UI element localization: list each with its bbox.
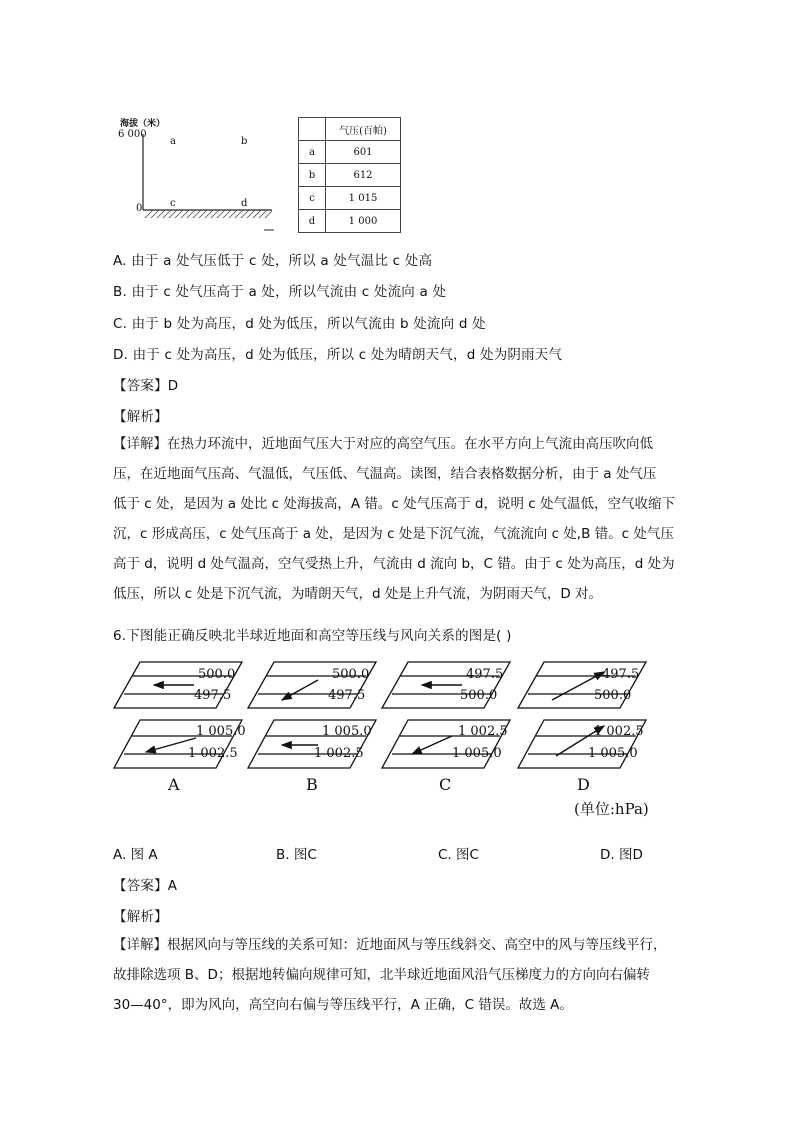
y-top-label: 6 000: [118, 129, 147, 140]
isobar-label: 1 002.5: [458, 724, 508, 739]
isobar-label: 1 002.5: [314, 746, 364, 761]
table-cell-key: c: [299, 187, 326, 210]
isobar-label: 1 002.5: [188, 746, 238, 761]
q5-detail-line: 【详解】在热力环流中，近地面气压大于对应的高空气压。在水平方向上气流由高压吹向低: [113, 436, 653, 452]
q6-option-a: A. 图 A: [113, 847, 158, 863]
q5-detail-line: 沉，c 形成高压，c 处气压高于 a 处，是因为 c 处是下沉气流，气流流向 c 处,B 错。c 处气压: [113, 526, 674, 542]
table-header: 气压(百帕): [326, 118, 401, 141]
unit-label: (单位:hPa): [574, 800, 649, 818]
point-d-label: d: [241, 198, 248, 209]
q5-detail: [113, 429, 683, 609]
isobar-label: 1 005.0: [196, 724, 246, 739]
isobar-label: 497.5: [328, 688, 366, 703]
isobar-label: 500.0: [332, 667, 370, 682]
table-cell-key: d: [299, 210, 326, 233]
isobar-label: 497.5: [194, 688, 232, 703]
isobar-label: 1 005.0: [452, 746, 502, 761]
table-cell-key: b: [299, 164, 326, 187]
q5-answer: 【答案】D: [113, 378, 179, 394]
altitude-figure: [112, 112, 282, 234]
panel-label-d: D: [577, 775, 590, 794]
q5-option-d: D. 由于 c 处为高压，d 处为低压，所以 c 处为晴朗天气，d 处为阴雨天气: [113, 347, 563, 363]
table-cell-value: 1 015: [326, 187, 401, 210]
q5-option-c: C. 由于 b 处为高压，d 处为低压，所以气流由 b 处流向 d 处: [113, 316, 486, 332]
isobar-label: 500.0: [198, 667, 236, 682]
y-zero-label: 0: [136, 203, 143, 214]
table-cell-value: 612: [326, 164, 401, 187]
q6-option-c: C. 图C: [438, 847, 479, 863]
table-corner: [299, 118, 326, 141]
q6-stem: 6.下图能正确反映北半球近地面和高空等压线与风向关系的图是( ): [113, 628, 512, 644]
q5-detail-line: 低于 c 处，是因为 a 处比 c 处海拔高，A 错。c 处气压高于 d，说明 c 处气温低，空气收缩下: [113, 496, 675, 512]
table-cell-value: 1 000: [326, 210, 401, 233]
q5-option-b: B. 由于 c 处气压高于 a 处，所以气流由 c 处流向 a 处: [113, 284, 447, 300]
isobar-figure: [112, 656, 672, 826]
panel-label-b: B: [306, 775, 318, 794]
isobar-label: 500.0: [460, 688, 498, 703]
q5-detail-line: 低压，所以 c 处是下沉气流，为晴朗天气，d 处是上升气流，为阴雨天气，D 对。: [113, 586, 603, 602]
q5-option-a: A. 由于 a 处气压低于 c 处，所以 a 处气温比 c 处高: [113, 253, 433, 269]
q6-option-b: B. 图C: [276, 847, 317, 863]
q6-detail-line: 【详解】根据风向与等压线的关系可知：近地面风与等压线斜交、高空中的风与等压线平行，: [113, 937, 667, 953]
isobar-label: 1 005.0: [322, 724, 372, 739]
point-b-label: b: [241, 136, 248, 147]
q5-detail-line: 高于 d，说明 d 处气温高，空气受热上升，气流由 d 流向 b，C 错。由于 c 处为高压，d 处为: [113, 556, 675, 572]
panel-label-a: A: [168, 775, 180, 794]
q6-detail-line: 30—40°，即为风向，高空向右偏与等压线平行，A 正确，C 错误。故选 A。: [113, 997, 573, 1013]
q5-analysis-label: 【解析】: [113, 409, 168, 425]
table-row: [299, 187, 401, 210]
pressure-table: [298, 117, 401, 233]
table-cell-key: a: [299, 141, 326, 164]
isobar-label: 1 002.5: [594, 724, 644, 739]
q6-analysis-label: 【解析】: [113, 909, 168, 925]
y-axis-title: 海拔（米）: [120, 119, 166, 129]
point-c-label: c: [170, 198, 176, 209]
point-a-label: a: [170, 136, 176, 147]
q6-option-d: D. 图D: [600, 847, 643, 863]
table-row: [299, 141, 401, 164]
isobar-label: 497.5: [466, 667, 504, 682]
isobar-label: 497.5: [602, 667, 640, 682]
table-cell-value: 601: [326, 141, 401, 164]
table-row: [299, 164, 401, 187]
q5-detail-line: 压，在近地面气压高、气温低，气压低、气温高。读图，结合表格数据分析，由于 a 处气压: [113, 466, 657, 482]
q6-answer: 【答案】A: [113, 878, 178, 894]
panel-label-c: C: [439, 775, 452, 794]
isobar-label: 500.0: [594, 688, 632, 703]
isobar-label: 1 005.0: [588, 746, 638, 761]
q6-detail: [113, 930, 683, 1020]
table-row: [299, 210, 401, 233]
q6-detail-line: 故排除选项 B、D；根据地转偏向规律可知，北半球近地面风沿气压梯度力的方向向右偏转: [113, 967, 650, 983]
